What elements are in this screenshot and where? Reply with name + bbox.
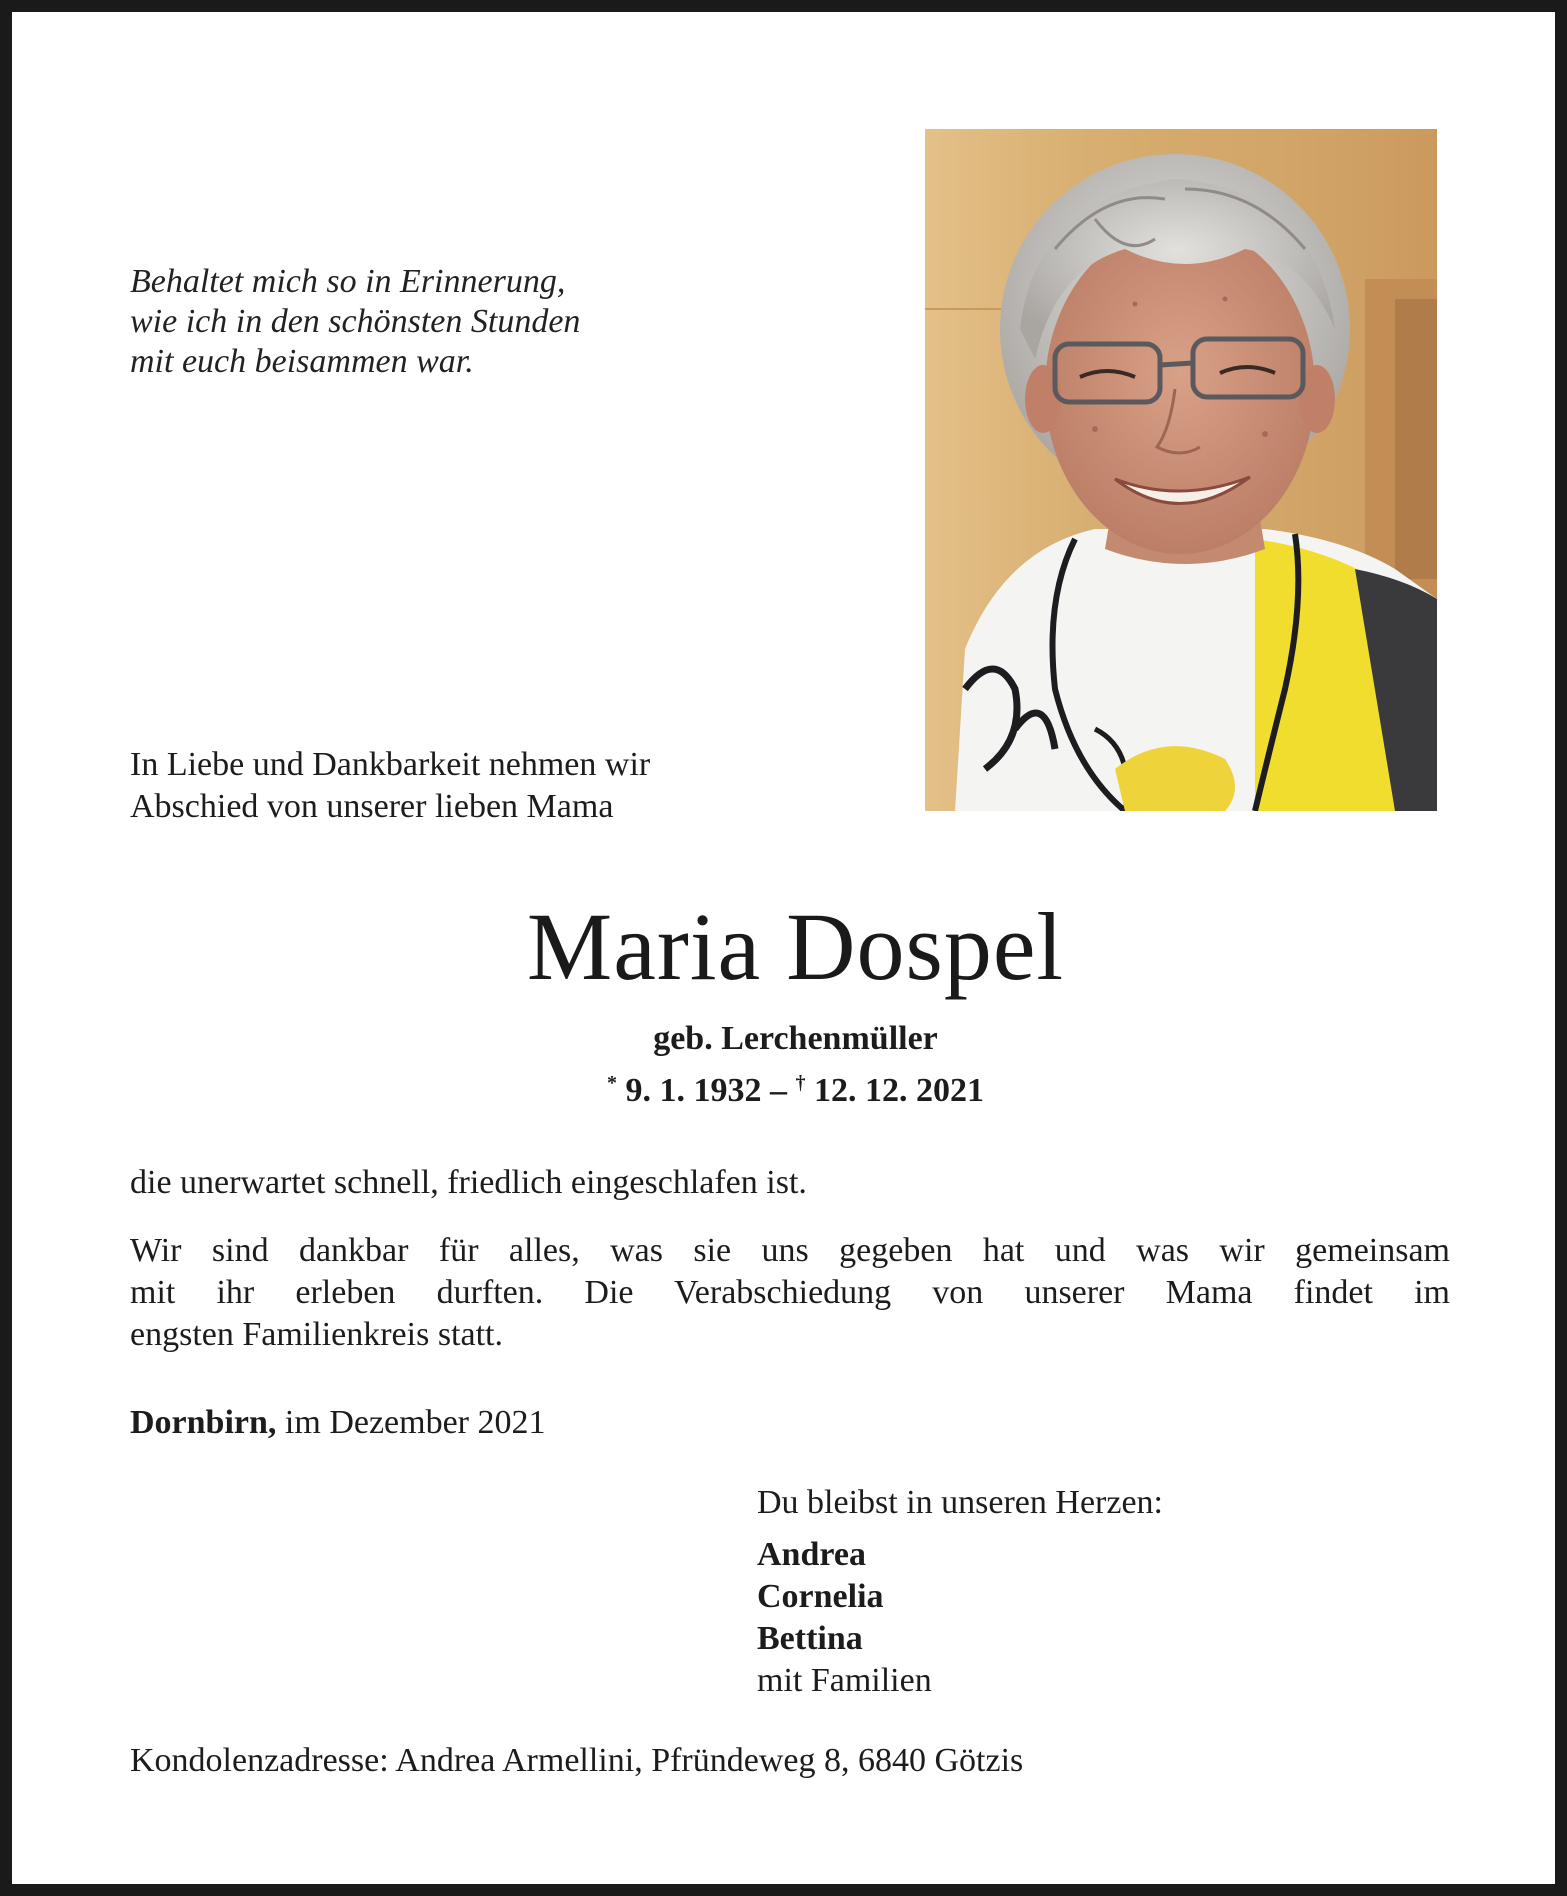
family-suffix: mit Familien: [757, 1662, 932, 1699]
death-date: 12. 12. 2021: [814, 1072, 984, 1109]
place-city: Dornbirn,: [130, 1404, 277, 1441]
family-member: Bettina: [757, 1620, 863, 1657]
gratitude-paragraph: [130, 1230, 1450, 1356]
birth-date: 9. 1. 1932: [625, 1072, 762, 1109]
paragraph-line: Wir sind dankbar für alles, was sie uns gegeben hat und was wir gemeinsam: [130, 1232, 1450, 1269]
life-dates: [12, 1062, 1567, 1112]
birth-name: geb. Lerchenmüller: [653, 1020, 938, 1057]
date-dash: –: [761, 1072, 796, 1109]
intro-line: Abschied von unserer lieben Mama: [130, 788, 614, 825]
family-member: Cornelia: [757, 1578, 884, 1615]
condolence-address: Kondolenzadresse: Andrea Armellini, Pfründeweg 8, 6840 Götzis: [130, 1742, 1024, 1779]
quote-line: mit euch beisammen war.: [130, 343, 474, 380]
death-symbol: †: [795, 1072, 806, 1094]
memorial-quote: [130, 262, 770, 382]
quote-line: wie ich in den schönsten Stunden: [130, 303, 581, 340]
intro-line: In Liebe und Dankbarkeit nehmen wir: [130, 746, 651, 783]
family-block: [757, 1482, 1457, 1702]
family-heading: Du bleibst in unseren Herzen:: [757, 1484, 1163, 1521]
family-member: Andrea: [757, 1536, 866, 1573]
deceased-name: Maria Dospel: [526, 893, 1065, 1000]
farewell-intro: [130, 744, 850, 828]
place-date: [130, 1402, 1030, 1444]
paragraph-line: engsten Familienkreis statt.: [130, 1316, 503, 1353]
portrait-illustration: [925, 129, 1437, 811]
portrait-photo: [925, 129, 1437, 811]
birth-symbol: *: [607, 1072, 617, 1094]
quote-line: Behaltet mich so in Erinnerung,: [130, 263, 566, 300]
passing-sentence: die unerwartet schnell, friedlich eingeschlafen ist.: [130, 1164, 807, 1201]
place-date-text: im Dezember 2021: [276, 1404, 546, 1441]
paragraph-line: mit ihr erleben durften. Die Verabschiedung von unserer Mama findet im: [130, 1274, 1450, 1311]
